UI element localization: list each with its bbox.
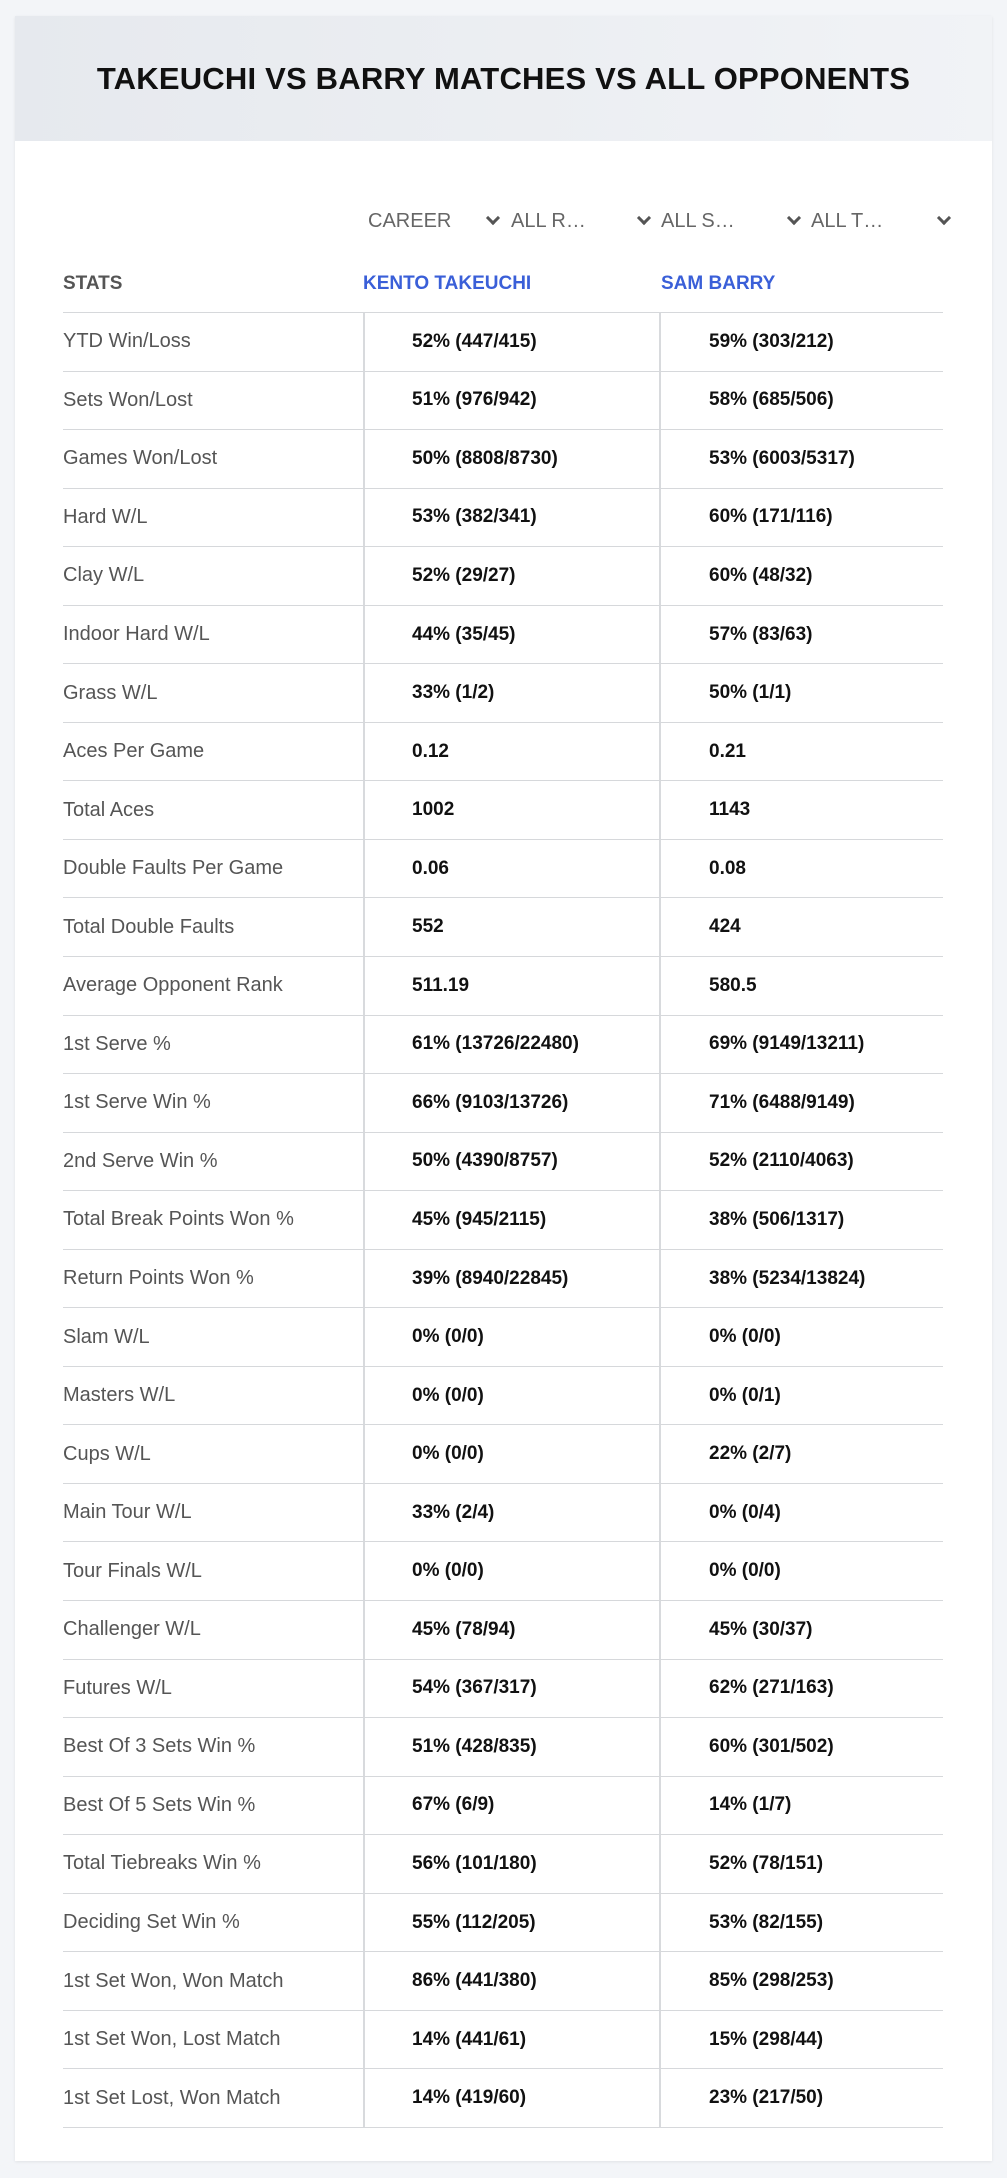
stat-label: Futures W/L xyxy=(63,1676,172,1699)
player1-stat-value: 0.06 xyxy=(412,857,449,879)
stats-card xyxy=(15,16,992,2161)
player2-stat-value: 45% (30/37) xyxy=(709,1618,813,1640)
surface-filter-dropdown[interactable] xyxy=(661,188,803,254)
player1-stat-value: 14% (441/61) xyxy=(412,2028,527,2050)
table-row xyxy=(63,898,943,957)
table-row xyxy=(63,723,943,782)
table-row xyxy=(63,1835,943,1894)
stat-label: Total Tiebreaks Win % xyxy=(63,1852,261,1875)
stat-label: Sets Won/Lost xyxy=(63,388,193,411)
table-row xyxy=(63,781,943,840)
player1-stat-value: 52% (447/415) xyxy=(412,330,537,352)
player2-stat-value: 53% (82/155) xyxy=(709,1911,824,1933)
player1-stat-value: 39% (8940/22845) xyxy=(412,1267,569,1289)
player1-stat-value: 0% (0/0) xyxy=(412,1560,484,1582)
stat-label: Total Break Points Won % xyxy=(63,1208,294,1231)
stat-label: 1st Serve Win % xyxy=(63,1091,211,1114)
player1-stat-value: 14% (419/60) xyxy=(412,2087,527,2109)
player1-stat-value: 552 xyxy=(412,916,444,938)
stat-label: Best Of 5 Sets Win % xyxy=(63,1793,256,1816)
player1-stat-value: 67% (6/9) xyxy=(412,1794,495,1816)
stat-label: Average Opponent Rank xyxy=(63,974,283,997)
chevron-down-icon xyxy=(787,211,801,225)
chevron-down-icon xyxy=(637,211,651,225)
player2-stat-value: 14% (1/7) xyxy=(709,1794,792,1816)
player1-stat-value: 0% (0/0) xyxy=(412,1326,484,1348)
player2-stat-value: 0% (0/1) xyxy=(709,1384,781,1406)
player2-stat-value: 22% (2/7) xyxy=(709,1443,792,1465)
tournament-filter-dropdown[interactable] xyxy=(811,188,953,254)
table-row xyxy=(63,1308,943,1367)
stat-label: Challenger W/L xyxy=(63,1618,201,1641)
stat-label: Masters W/L xyxy=(63,1384,176,1407)
table-row xyxy=(63,313,943,372)
table-row xyxy=(63,1777,943,1836)
table-row xyxy=(63,840,943,899)
player2-stat-value: 62% (271/163) xyxy=(709,1677,834,1699)
stat-label: Double Faults Per Game xyxy=(63,857,284,880)
player2-column-header[interactable]: SAM BARRY xyxy=(661,273,776,294)
player2-stat-value: 0.08 xyxy=(709,857,746,879)
player1-stat-value: 52% (29/27) xyxy=(412,564,516,586)
player1-stat-value: 0.12 xyxy=(412,740,449,762)
stat-label: Hard W/L xyxy=(63,505,148,528)
player2-stat-value: 60% (48/32) xyxy=(709,564,813,586)
player1-column-header[interactable]: KENTO TAKEUCHI xyxy=(363,273,532,294)
stat-label: Slam W/L xyxy=(63,1325,150,1348)
player2-stat-value: 58% (685/506) xyxy=(709,389,834,411)
player2-stat-value: 15% (298/44) xyxy=(709,2028,824,2050)
table-row xyxy=(63,606,943,665)
stat-label: Games Won/Lost xyxy=(63,447,218,470)
player2-stat-value: 71% (6488/9149) xyxy=(709,1091,855,1113)
table-row xyxy=(63,664,943,723)
surface-filter-label: ALL S… xyxy=(661,209,735,232)
table-row xyxy=(63,2069,943,2128)
player2-stat-value: 85% (298/253) xyxy=(709,1970,834,1992)
player2-stat-value: 52% (2110/4063) xyxy=(709,1150,854,1172)
player2-stat-value: 59% (303/212) xyxy=(709,330,834,352)
player1-stat-value: 55% (112/205) xyxy=(412,1911,536,1933)
player1-stat-value: 86% (441/380) xyxy=(412,1970,537,1992)
round-filter-label: ALL R… xyxy=(511,209,586,232)
stat-label: Clay W/L xyxy=(63,564,145,587)
table-row xyxy=(63,2011,943,2070)
table-row xyxy=(63,1718,943,1777)
stat-label: 1st Set Won, Lost Match xyxy=(63,2028,281,2051)
stat-label: Best Of 3 Sets Win % xyxy=(63,1735,256,1758)
stat-label: Indoor Hard W/L xyxy=(63,623,210,645)
stat-label: Main Tour W/L xyxy=(63,1501,192,1524)
player2-stat-value: 60% (301/502) xyxy=(709,1735,834,1757)
stat-label: Return Points Won % xyxy=(63,1267,254,1290)
round-filter-dropdown[interactable] xyxy=(511,188,653,254)
player2-stat-value: 23% (217/50) xyxy=(709,2087,824,2109)
player1-stat-value: 0% (0/0) xyxy=(412,1443,484,1465)
stat-label: Cups W/L xyxy=(63,1442,151,1465)
page-title: TAKEUCHI VS BARRY MATCHES VS ALL OPPONENTS xyxy=(96,60,911,96)
player1-stat-value: 66% (9103/13726) xyxy=(412,1091,569,1113)
player1-stat-value: 45% (945/2115) xyxy=(412,1208,547,1230)
table-row xyxy=(63,1133,943,1192)
table-row xyxy=(63,547,943,606)
player1-stat-value: 51% (428/835) xyxy=(412,1735,537,1757)
player2-stat-value: 0% (0/0) xyxy=(709,1560,781,1582)
filter-bar xyxy=(15,188,992,254)
stat-label: Deciding Set Win % xyxy=(63,1911,240,1934)
table-row xyxy=(63,430,943,489)
player2-stat-value: 38% (506/1317) xyxy=(709,1208,845,1230)
player2-stat-value: 60% (171/116) xyxy=(709,506,833,528)
player1-stat-value: 51% (976/942) xyxy=(412,389,537,411)
player1-stat-value: 54% (367/317) xyxy=(412,1677,537,1699)
player2-stat-value: 580.5 xyxy=(709,974,757,996)
player1-stat-value: 33% (2/4) xyxy=(412,1501,495,1523)
stats-table xyxy=(63,312,943,2128)
stat-label: Total Aces xyxy=(63,798,155,821)
table-row xyxy=(63,489,943,548)
period-filter-dropdown[interactable] xyxy=(368,188,502,254)
stat-label: 1st Serve % xyxy=(63,1032,171,1055)
player1-stat-value: 50% (8808/8730) xyxy=(412,447,558,469)
player2-stat-value: 53% (6003/5317) xyxy=(709,447,855,469)
table-row xyxy=(63,1074,943,1133)
period-filter-label: CAREER xyxy=(368,209,452,232)
tournament-filter-label: ALL T… xyxy=(811,209,884,232)
chevron-down-icon xyxy=(937,211,951,225)
table-row xyxy=(63,1016,943,1075)
table-row xyxy=(63,1425,943,1484)
player2-stat-value: 57% (83/63) xyxy=(709,623,813,645)
table-row xyxy=(63,1952,943,2011)
player2-stat-value: 0% (0/4) xyxy=(709,1501,781,1523)
stat-label: Grass W/L xyxy=(63,681,158,704)
table-row xyxy=(63,372,943,431)
stat-label: Aces Per Game xyxy=(63,740,205,763)
player1-stat-value: 33% (1/2) xyxy=(412,682,495,704)
player2-stat-value: 52% (78/151) xyxy=(709,1852,824,1874)
table-row xyxy=(63,1191,943,1250)
player2-stat-value: 69% (9149/13211) xyxy=(709,1033,865,1055)
player2-stat-value: 50% (1/1) xyxy=(709,682,792,704)
table-row xyxy=(63,1601,943,1660)
player1-stat-value: 45% (78/94) xyxy=(412,1618,516,1640)
player2-stat-value: 0% (0/0) xyxy=(709,1326,781,1348)
table-row xyxy=(63,1542,943,1601)
stats-column-header: STATS xyxy=(63,273,123,294)
stat-label: Tour Finals W/L xyxy=(63,1559,202,1582)
player1-stat-value: 511.19 xyxy=(412,974,470,996)
player1-stat-value: 44% (35/45) xyxy=(412,623,516,645)
player2-stat-value: 424 xyxy=(709,916,741,938)
table-row xyxy=(63,1250,943,1309)
stat-label: 2nd Serve Win % xyxy=(63,1149,218,1172)
player2-stat-value: 38% (5234/13824) xyxy=(709,1267,866,1289)
table-row xyxy=(63,1484,943,1543)
stat-label: Total Double Faults xyxy=(63,915,235,938)
player2-stat-value: 1143 xyxy=(709,799,751,821)
chevron-down-icon xyxy=(486,211,500,225)
player1-stat-value: 53% (382/341) xyxy=(412,506,537,528)
stat-label: YTD Win/Loss xyxy=(63,330,191,353)
table-row xyxy=(63,1660,943,1719)
table-row xyxy=(63,1367,943,1426)
page-header xyxy=(15,16,992,141)
player1-stat-value: 1002 xyxy=(412,799,455,821)
player1-stat-value: 0% (0/0) xyxy=(412,1384,484,1406)
table-row xyxy=(63,957,943,1016)
player1-stat-value: 61% (13726/22480) xyxy=(412,1033,579,1055)
table-row xyxy=(63,1894,943,1953)
player1-stat-value: 50% (4390/8757) xyxy=(412,1150,558,1172)
player2-stat-value: 0.21 xyxy=(709,740,746,762)
stat-label: 1st Set Lost, Won Match xyxy=(63,2086,281,2109)
player1-stat-value: 56% (101/180) xyxy=(412,1852,537,1874)
stat-label: 1st Set Won, Won Match xyxy=(63,1969,284,1992)
